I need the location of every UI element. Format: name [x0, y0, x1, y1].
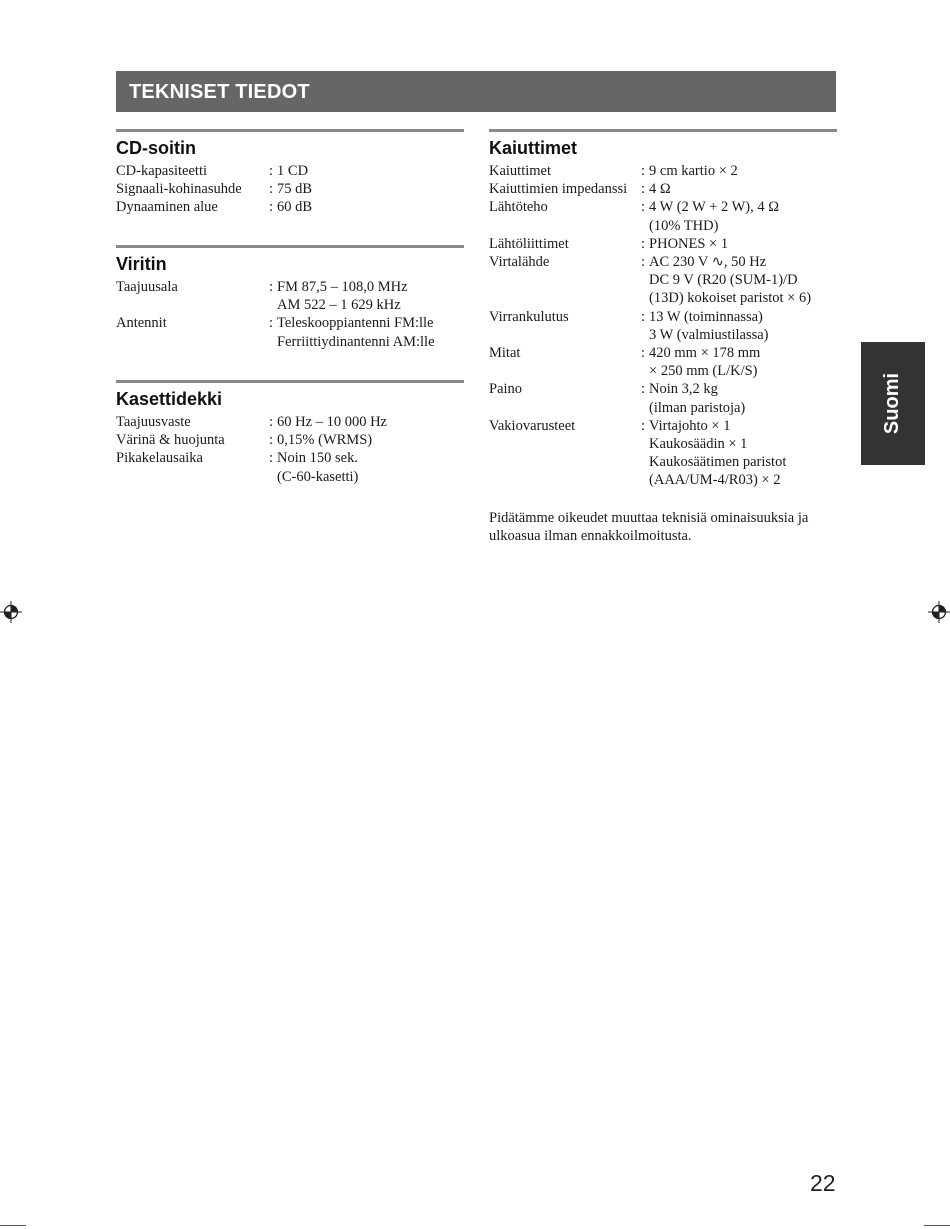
spec-separator: : — [641, 199, 646, 216]
spec-value: 60 dB — [277, 199, 313, 216]
spec-values — [277, 431, 464, 449]
spec-label: Värinä & huojunta — [116, 432, 225, 449]
spec-value: 1 CD — [277, 163, 309, 179]
language-side-tab — [861, 342, 925, 465]
spec-label: Lähtöteho — [489, 199, 548, 216]
spec-values — [277, 413, 464, 431]
spec-value: FM 87,5 – 108,0 MHz — [277, 279, 408, 295]
spec-label: Paino — [489, 381, 523, 398]
spec-values — [277, 314, 464, 350]
spec-label: Kaiuttimien impedanssi — [489, 181, 628, 198]
spec-separator: : — [269, 432, 274, 449]
spec-separator: : — [641, 254, 646, 271]
spec-separator: : — [641, 181, 646, 198]
spec-row — [489, 235, 837, 253]
spec-separator: : — [641, 345, 646, 362]
spec-value: AC 230 V ∿, 50 Hz — [649, 254, 767, 271]
spec-value: (ilman paristoja) — [649, 399, 746, 416]
spec-value: 4 Ω — [649, 181, 671, 198]
page-header-bar — [116, 71, 836, 112]
spec-values — [649, 253, 837, 308]
spec-separator: : — [269, 181, 274, 198]
section-rule — [489, 129, 837, 132]
spec-row — [116, 314, 464, 350]
spec-row — [116, 431, 464, 449]
spec-label: Dynaaminen alue — [116, 199, 218, 216]
spec-row — [116, 198, 464, 216]
spec-value: × 250 mm (L/K/S) — [649, 363, 758, 380]
spec-value: 420 mm × 178 mm — [649, 345, 761, 362]
spec-value: 9 cm kartio × 2 — [649, 163, 738, 179]
specs-disclaimer-note: Pidätämme oikeudet muuttaa teknisiä ominaisuuksia ja ulkoasua ilman ennakkoilmoitusta. — [489, 510, 809, 545]
spec-separator: : — [269, 450, 274, 467]
registration-mark-icon — [0, 601, 22, 623]
spec-row — [489, 380, 837, 416]
spec-value: (13D) kokoiset paristot × 6) — [649, 290, 812, 307]
spec-value: Kaukosäädin × 1 — [649, 436, 748, 453]
spec-values — [649, 417, 837, 490]
spec-row — [489, 344, 837, 380]
crop-mark — [924, 1225, 950, 1226]
spec-value: AM 522 – 1 629 kHz — [277, 297, 401, 314]
spec-row — [116, 278, 464, 314]
spec-value: 4 W (2 W + 2 W), 4 Ω — [649, 199, 780, 216]
spec-separator: : — [269, 163, 274, 179]
spec-row — [489, 253, 837, 308]
spec-value: Noin 150 sek. — [277, 450, 358, 467]
spec-value: (10% THD) — [649, 217, 719, 234]
spec-label: Vakiovarusteet — [489, 417, 576, 434]
registration-mark-icon — [928, 601, 950, 623]
spec-row — [489, 162, 837, 180]
spec-values — [277, 278, 464, 314]
spec-value: 13 W (toiminnassa) — [649, 308, 763, 325]
spec-value: 60 Hz – 10 000 Hz — [277, 414, 387, 430]
spec-values — [649, 235, 837, 253]
section-cassette-deck — [116, 380, 464, 486]
spec-values — [277, 449, 464, 485]
spec-label: Virtalähde — [489, 254, 550, 271]
spec-label: Taajuusala — [116, 279, 178, 295]
spec-label: Virrankulutus — [489, 308, 569, 325]
spec-separator: : — [641, 163, 646, 179]
spec-values — [277, 162, 464, 180]
spec-value: (AAA/UM-4/R03) × 2 — [649, 472, 781, 489]
section-cd-player — [116, 129, 464, 217]
crop-mark — [0, 1225, 26, 1226]
spec-row — [116, 162, 464, 180]
spec-row — [116, 449, 464, 485]
spec-separator: : — [269, 315, 274, 332]
section-title: Kasettidekki — [116, 389, 223, 409]
section-speakers — [489, 129, 837, 490]
spec-values — [649, 198, 837, 234]
section-rule — [116, 380, 464, 383]
spec-value: 75 dB — [277, 181, 313, 198]
spec-label: Lähtöliittimet — [489, 235, 569, 252]
section-tuner — [116, 245, 464, 351]
spec-row — [489, 180, 837, 198]
spec-values — [649, 162, 837, 180]
spec-label: Signaali-kohinasuhde — [116, 181, 242, 198]
spec-label: Pikakelausaika — [116, 450, 203, 467]
spec-label: Kaiuttimet — [489, 163, 552, 179]
spec-value: Virtajohto × 1 — [649, 417, 731, 434]
spec-values — [277, 198, 464, 216]
spec-row — [489, 417, 837, 490]
spec-value: PHONES × 1 — [649, 235, 729, 252]
spec-value: Noin 3,2 kg — [649, 381, 718, 398]
spec-label: Taajuusvaste — [116, 414, 191, 430]
spec-label: Antennit — [116, 315, 167, 332]
spec-value: (C-60-kasetti) — [277, 468, 359, 485]
spec-values — [649, 308, 837, 344]
spec-label: CD-kapasiteetti — [116, 163, 208, 179]
spec-row — [116, 413, 464, 431]
spec-row — [489, 198, 837, 234]
spec-row — [489, 308, 837, 344]
spec-values — [649, 180, 837, 198]
spec-value: Teleskooppiantenni FM:lle — [277, 315, 434, 332]
spec-separator: : — [641, 235, 646, 252]
section-title: Viritin — [116, 254, 167, 274]
spec-value: Ferriittiydinantenni AM:lle — [277, 333, 435, 350]
page-number: 22 — [810, 1170, 836, 1196]
section-rule — [116, 245, 464, 248]
spec-value: DC 9 V (R20 (SUM-1)/D — [649, 272, 798, 289]
spec-value: 3 W (valmiustilassa) — [649, 326, 769, 343]
spec-separator: : — [641, 308, 646, 325]
section-title: CD-soitin — [116, 138, 196, 158]
spec-separator: : — [269, 199, 274, 216]
spec-value: Kaukosäätimen paristot — [649, 454, 787, 471]
page-title: TEKNISET TIEDOT — [129, 81, 310, 103]
spec-separator: : — [641, 381, 646, 398]
spec-value: 0,15% (WRMS) — [277, 432, 373, 449]
spec-label: Mitat — [489, 345, 521, 362]
spec-separator: : — [269, 279, 274, 295]
spec-row — [116, 180, 464, 198]
section-title: Kaiuttimet — [489, 138, 578, 158]
spec-values — [649, 380, 837, 416]
section-rule — [116, 129, 464, 132]
spec-values — [277, 180, 464, 198]
spec-separator: : — [269, 414, 274, 430]
side-tab-label: Suomi — [881, 372, 904, 435]
spec-separator: : — [641, 417, 646, 434]
spec-values — [649, 344, 837, 380]
